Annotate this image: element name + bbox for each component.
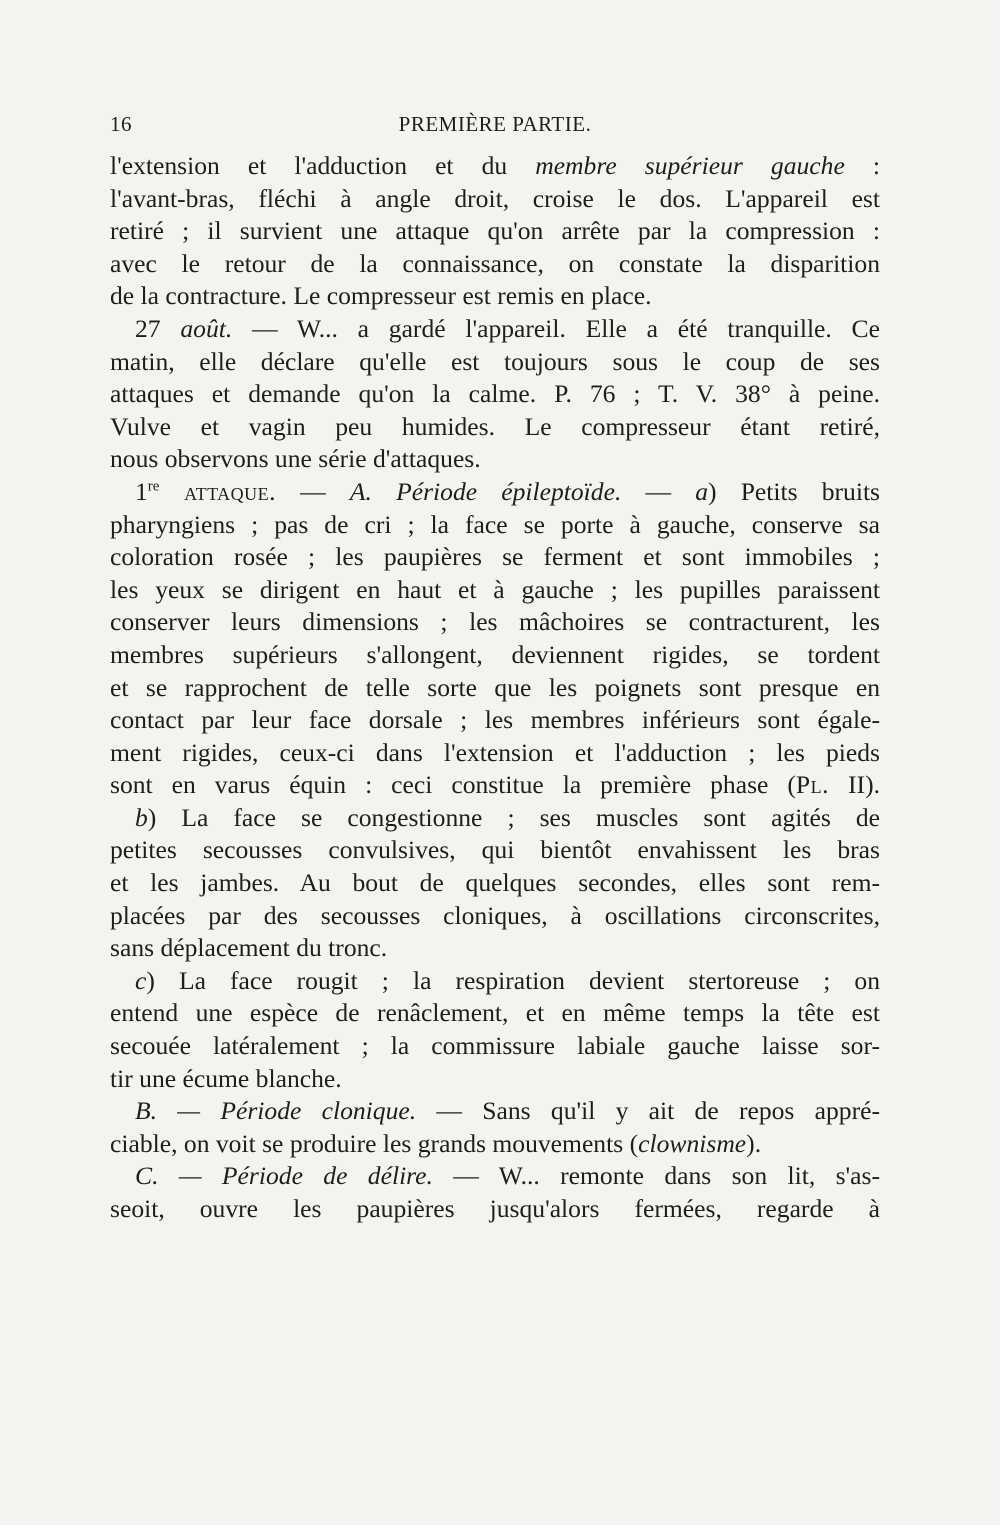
text-line: coloration rosée ; les paupières se ferment et sont immobiles ; xyxy=(110,542,880,572)
page-number: 16 xyxy=(110,112,132,136)
paragraph xyxy=(110,1095,880,1160)
text-line: secouée latéralement ; la commissure labiale gauche laisse sor- xyxy=(110,1031,880,1061)
text-line: contact par leur face dorsale ; les membres inférieurs sont égale- xyxy=(110,705,880,735)
text-line: et se rapprochent de telle sorte que les poignets sont presque en xyxy=(110,672,880,702)
text-line: C. — Période de délire. — W... remonte dans son lit, s'as- xyxy=(135,1161,880,1191)
text-line: et les jambes. Au bout de quelques secondes, elles sont rem- xyxy=(110,868,880,898)
text-line: l'avant-bras, fléchi à angle droit, croise le dos. L'appareil est xyxy=(110,183,880,213)
paragraph xyxy=(110,476,880,802)
text-line: conserver leurs dimensions ; les mâchoires se contracturent, les xyxy=(110,607,880,637)
text-line: entend une espèce de renâclement, et en même temps la tête est xyxy=(110,998,880,1028)
text-line: membres supérieurs s'allongent, deviennent rigides, se tordent xyxy=(110,639,880,669)
paragraph xyxy=(110,965,880,1095)
text-line: 1re attaque. — A. Période épileptoïde. — a) Petits bruits xyxy=(135,476,881,506)
text-line: Vulve et vagin peu humides. Le compresseur étant retiré, xyxy=(110,411,880,441)
text-line: tir une écume blanche. xyxy=(110,1063,342,1093)
body-text xyxy=(110,150,880,1226)
text-line: nous observons une série d'attaques. xyxy=(110,444,481,474)
text-line: avec le retour de la connaissance, on constate la disparition xyxy=(110,248,880,278)
text-line: matin, elle déclare qu'elle est toujours sous le coup de ses xyxy=(110,346,880,376)
text-line: petites secousses convulsives, qui bientôt envahissent les bras xyxy=(110,835,880,865)
page-header xyxy=(110,112,880,144)
paragraph xyxy=(110,150,880,313)
text-line: de la contracture. Le compresseur est remis en place. xyxy=(110,281,652,311)
paragraph xyxy=(110,802,880,965)
text-line: ciable, on voit se produire les grands mouvements (clownisme). xyxy=(110,1128,762,1158)
running-head: PREMIÈRE PARTIE. xyxy=(398,112,592,136)
text-line: placées par des secousses cloniques, à oscillations circonscrites, xyxy=(110,900,880,930)
text-line: b) La face se congestionne ; ses muscles sont agités de xyxy=(135,802,880,832)
text-line: sont en varus équin : ceci constitue la première phase (Pl. II). xyxy=(110,770,881,800)
text-line: retiré ; il survient une attaque qu'on arrête par la compression : xyxy=(110,216,880,246)
text-line: les yeux se dirigent en haut et à gauche ; les pupilles paraissent xyxy=(110,574,880,604)
text-line: 27 août. — W... a gardé l'appareil. Elle a été tranquille. Ce xyxy=(135,313,880,343)
text-line: pharyngiens ; pas de cri ; la face se porte à gauche, conserve sa xyxy=(110,509,880,539)
text-line: l'extension et l'adduction et du membre supérieur gauche : xyxy=(110,151,880,180)
text-line: sans déplacement du tronc. xyxy=(110,933,388,963)
text-line: B. — Période clonique. — Sans qu'il y ait de repos appré- xyxy=(135,1096,881,1126)
text-line: ment rigides, ceux-ci dans l'extension et l'adduction ; les pieds xyxy=(110,737,880,767)
text-line: c) La face rougit ; la respiration devient stertoreuse ; on xyxy=(135,965,880,995)
text-line: seoit, ouvre les paupières jusqu'alors fermées, regarde à xyxy=(110,1194,880,1223)
text-line: attaques et demande qu'on la calme. P. 76 ; T. V. 38° à peine. xyxy=(110,379,880,409)
paragraph xyxy=(110,1160,880,1225)
paragraph xyxy=(110,313,880,476)
